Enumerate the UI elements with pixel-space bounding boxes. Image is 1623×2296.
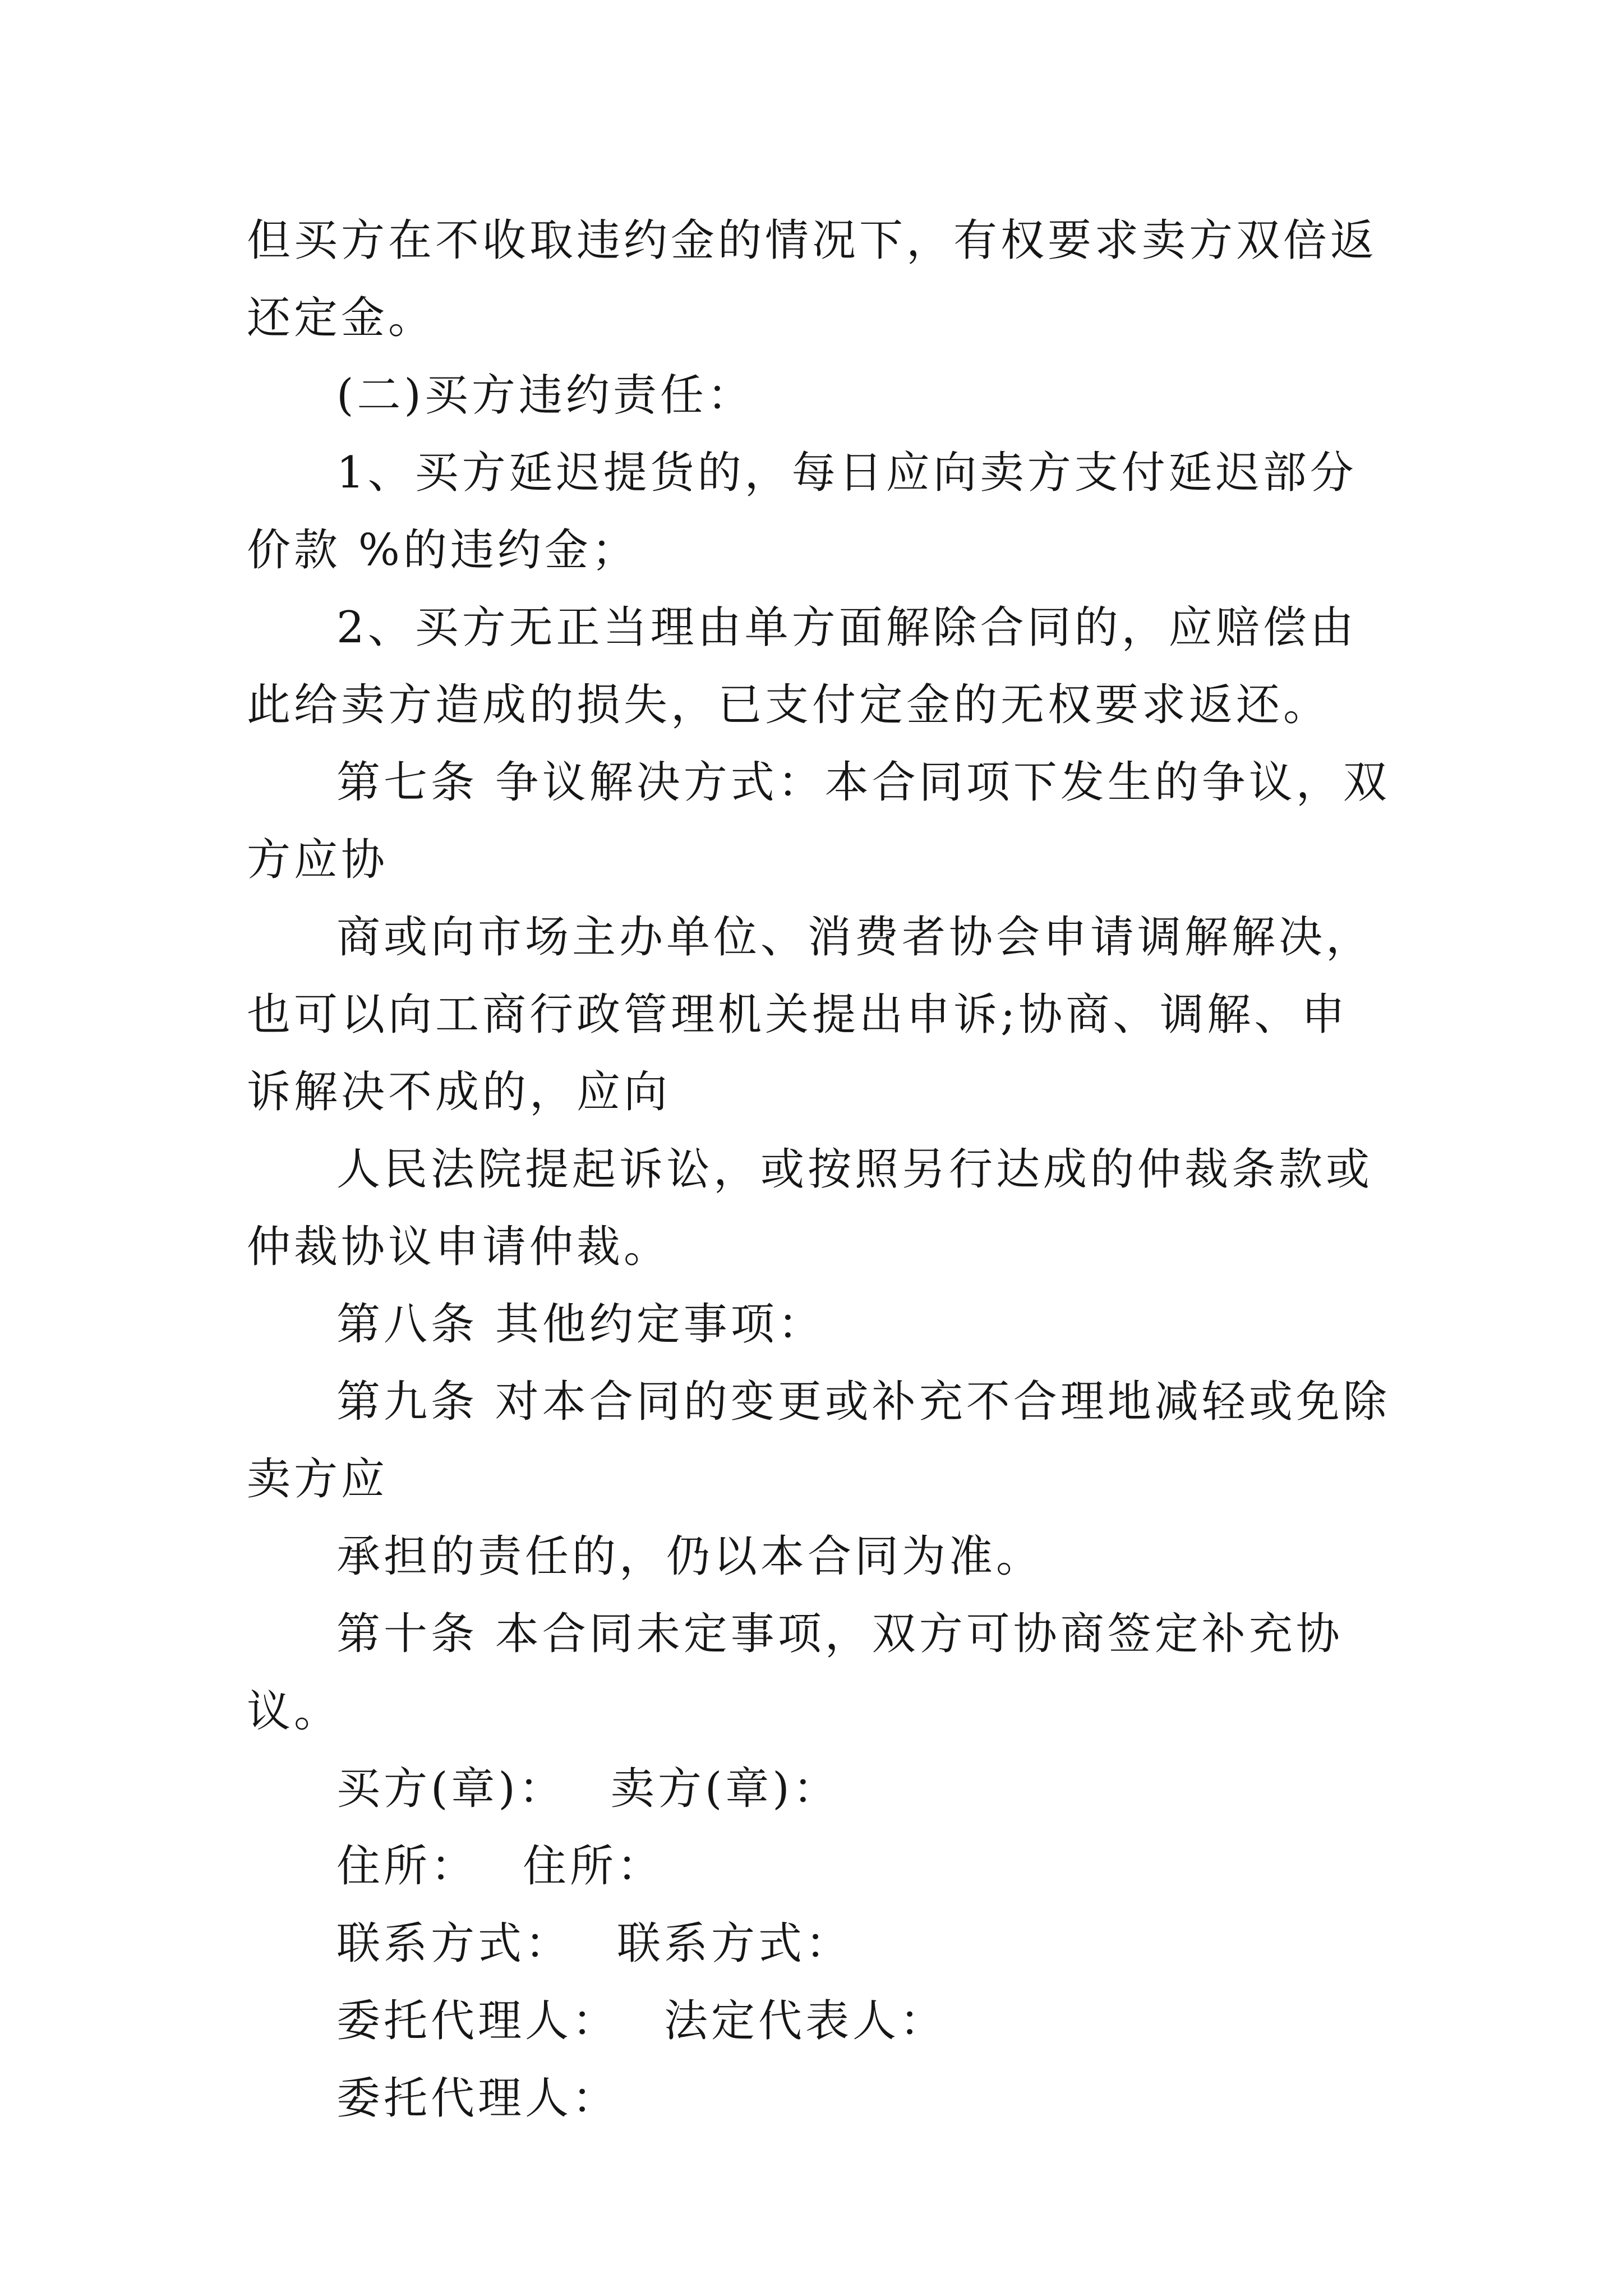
signature-row-contact bbox=[247, 1905, 1391, 1982]
seller-address-label: 住所： bbox=[523, 1841, 665, 1892]
buyer-agent-label: 委托代理人： bbox=[336, 1996, 620, 2046]
paragraph-article-9: 第九条 对本合同的变更或补充不合理地减轻或免除卖方应 bbox=[247, 1377, 1390, 1504]
buyer-seal-label: 买方(章)： bbox=[336, 1764, 566, 1814]
paragraph-unilateral-termination: 2、买方无正当理由单方面解除合同的，应赔偿由此给卖方造成的损失，已支付定金的无权要求返还。 bbox=[247, 602, 1357, 730]
paragraph-buyer-liability-heading: (二)买方违约责任： bbox=[336, 370, 754, 421]
seller-legal-rep-label: 法定代表人： bbox=[664, 1996, 947, 2046]
paragraph-article-7-mediation: 商或向市场主办单位、消费者协会申请调解解决，也可以向工商行政管理机关提出申诉;协商、调解、申诉解决不成的，应向 bbox=[247, 912, 1373, 1117]
signature-row-address bbox=[247, 1828, 1391, 1905]
buyer-address-label: 住所： bbox=[336, 1841, 478, 1892]
contract-body bbox=[247, 202, 1391, 2137]
signature-row-agent bbox=[247, 2060, 1391, 2137]
seller-contact-label: 联系方式： bbox=[617, 1918, 853, 1969]
signature-row-seal bbox=[247, 1750, 1391, 1828]
paragraph-article-7: 第七条 争议解决方式：本合同项下发生的争议，双方应协 bbox=[247, 757, 1390, 885]
paragraph-late-pickup: 1、买方延迟提货的，每日应向卖方支付延迟部分价款 %的违约金； bbox=[247, 448, 1357, 576]
seller-agent-label: 委托代理人： bbox=[336, 2073, 620, 2124]
paragraph-double-deposit: 但买方在不收取违约金的情况下，有权要求卖方双倍返还定金。 bbox=[247, 215, 1378, 343]
seller-seal-label: 卖方(章)： bbox=[610, 1764, 840, 1814]
buyer-contact-label: 联系方式： bbox=[336, 1918, 573, 1969]
paragraph-article-9-cont: 承担的责任的，仍以本合同为准。 bbox=[336, 1531, 1044, 1582]
signature-row-representative bbox=[247, 1982, 1391, 2060]
paragraph-article-7-court: 人民法院提起诉讼，或按照另行达成的仲裁条款或仲裁协议申请仲裁。 bbox=[247, 1144, 1373, 1272]
paragraph-article-10: 第十条 本合同未定事项，双方可协商签定补充协议。 bbox=[247, 1609, 1343, 1737]
paragraph-article-8: 第八条 其他约定事项： bbox=[336, 1299, 825, 1350]
